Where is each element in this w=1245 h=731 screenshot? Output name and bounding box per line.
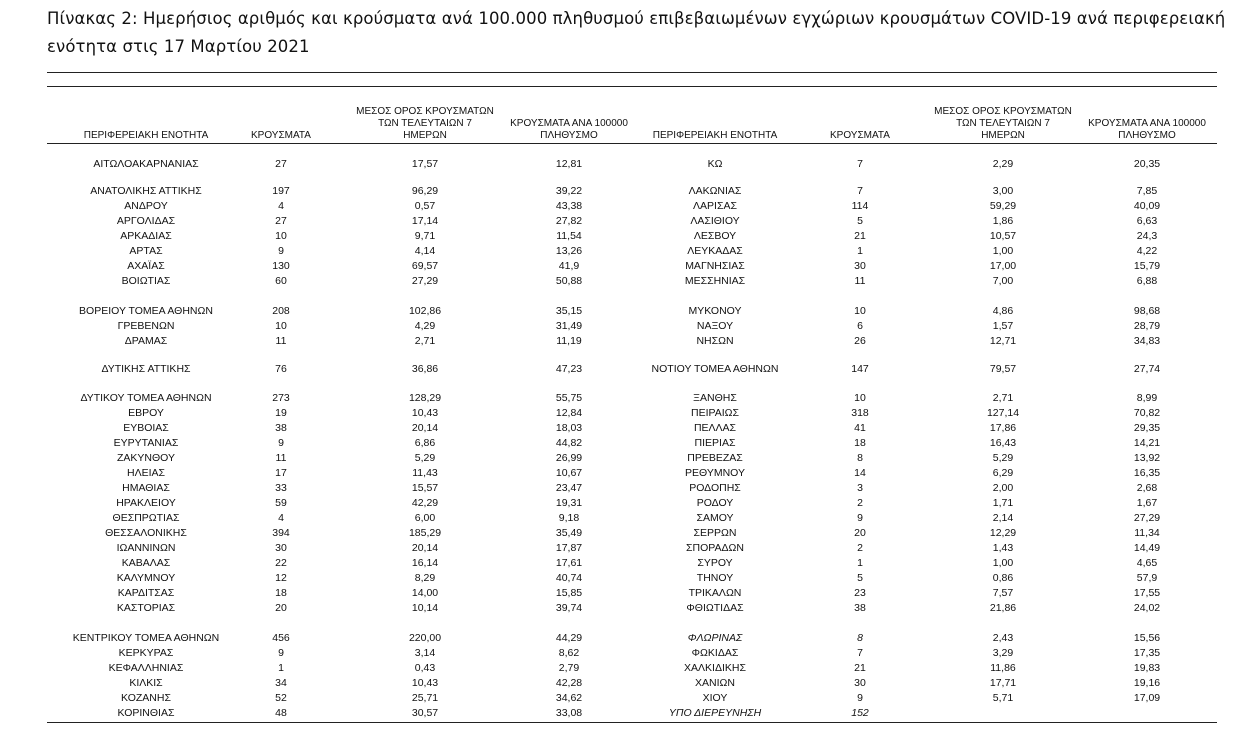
cell-left-cases: 4 xyxy=(278,200,284,212)
cell-right-avg7: 2,14 xyxy=(992,512,1014,524)
cell-right-avg7: 2,43 xyxy=(992,632,1014,644)
cell-left-per100k: 17,61 xyxy=(555,557,583,569)
header-line: ΤΩΝ ΤΕΛΕΥΤΑΙΩΝ 7 xyxy=(378,118,472,129)
cell-left-avg7: 10,43 xyxy=(411,407,439,419)
cell-right-region: ΝΗΣΩΝ xyxy=(696,335,734,347)
cell-left-cases: 76 xyxy=(275,363,287,375)
cell-right-avg7: 1,71 xyxy=(992,497,1014,509)
cell-right-region: ΠΕΛΛΑΣ xyxy=(693,422,737,434)
header-line: ΤΩΝ ΤΕΛΕΥΤΑΙΩΝ 7 xyxy=(956,118,1050,129)
cell-right-region: ΥΠΟ ΔΙΕΡΕΥΝΗΣΗ xyxy=(668,707,762,719)
header-line: ΠΕΡΙΦΕΡΕΙΑΚΗ ΕΝΟΤΗΤΑ xyxy=(83,130,209,141)
cell-left-per100k: 17,87 xyxy=(555,542,583,554)
cell-left-cases: 27 xyxy=(275,215,287,227)
cell-left-region: ΕΥΒΟΙΑΣ xyxy=(123,422,169,434)
cell-left-avg7: 4,29 xyxy=(414,320,436,332)
cell-right-per100k: 6,88 xyxy=(1136,275,1158,287)
cell-left-avg7: 0,43 xyxy=(414,662,436,674)
cell-right-region: ΣΕΡΡΩΝ xyxy=(693,527,737,539)
header-right-per100k xyxy=(1074,96,1220,142)
cell-right-avg7: 7,00 xyxy=(992,275,1014,287)
cell-left-avg7: 20,14 xyxy=(411,422,439,434)
header-left-avg7 xyxy=(352,96,498,142)
cell-left-cases: 52 xyxy=(275,692,287,704)
table-caption: Πίνακας 2: Ημερήσιος αριθμός και κρούσματα ανά 100.000 πληθυσμού επιβεβαιωμένων εγχώριων κρουσμάτων COVID-19 ανά περιφερειακή ενότητα στις 17 Μαρτίου 2021 xyxy=(47,9,1226,56)
cell-right-avg7: 17,71 xyxy=(989,677,1017,689)
cell-left-region: ΗΡΑΚΛΕΙΟΥ xyxy=(116,497,176,509)
header-line: ΜΕΣΟΣ ΟΡΟΣ ΚΡΟΥΣΜΑΤΩΝ xyxy=(356,106,494,117)
cell-left-per100k: 8,62 xyxy=(558,647,580,659)
cell-right-avg7: 1,43 xyxy=(992,542,1014,554)
cell-left-per100k: 55,75 xyxy=(555,392,583,404)
cell-right-avg7: 4,86 xyxy=(992,305,1014,317)
cell-left-avg7: 20,14 xyxy=(411,542,439,554)
cell-left-cases: 20 xyxy=(275,602,287,614)
cell-left-region: ΒΟΙΩΤΙΑΣ xyxy=(121,275,171,287)
header-top-rule xyxy=(47,86,1217,87)
cell-right-per100k: 7,85 xyxy=(1136,185,1158,197)
top-rule xyxy=(47,72,1217,73)
cell-right-cases: 5 xyxy=(857,572,863,584)
cell-right-avg7: 1,00 xyxy=(992,557,1014,569)
cell-left-region: ΔΥΤΙΚΗΣ ΑΤΤΙΚΗΣ xyxy=(101,363,191,375)
cell-right-avg7: 3,29 xyxy=(992,647,1014,659)
cell-left-per100k: 15,85 xyxy=(555,587,583,599)
cell-right-region: ΤΡΙΚΑΛΩΝ xyxy=(688,587,742,599)
cell-right-per100k: 15,56 xyxy=(1133,632,1161,644)
header-left-cases xyxy=(228,96,334,142)
cell-left-region: ΔΡΑΜΑΣ xyxy=(124,335,168,347)
cell-left-region: ΖΑΚΥΝΘΟΥ xyxy=(116,452,175,464)
cell-right-per100k: 13,92 xyxy=(1133,452,1161,464)
cell-left-per100k: 44,29 xyxy=(555,632,583,644)
cell-left-cases: 4 xyxy=(278,512,284,524)
cell-right-cases: 152 xyxy=(851,707,869,719)
cell-left-avg7: 96,29 xyxy=(411,185,439,197)
cell-right-cases: 147 xyxy=(851,363,869,375)
cell-right-avg7: 0,86 xyxy=(992,572,1014,584)
cell-left-per100k: 10,67 xyxy=(555,467,583,479)
cell-right-avg7: 21,86 xyxy=(989,602,1017,614)
cell-right-per100k: 4,65 xyxy=(1136,557,1158,569)
cell-right-per100k: 8,99 xyxy=(1136,392,1158,404)
cell-left-avg7: 11,43 xyxy=(412,467,438,479)
cell-right-cases: 38 xyxy=(854,602,866,614)
cell-left-avg7: 10,43 xyxy=(411,677,439,689)
cell-right-cases: 30 xyxy=(854,677,866,689)
cell-left-region: ΘΕΣΠΡΩΤΙΑΣ xyxy=(112,512,180,524)
cell-right-region: ΡΟΔΟΥ xyxy=(696,497,734,509)
cell-right-cases: 318 xyxy=(851,407,869,419)
cell-right-cases: 7 xyxy=(857,158,863,170)
cell-right-per100k: 6,63 xyxy=(1136,215,1158,227)
cell-right-per100k: 2,68 xyxy=(1136,482,1158,494)
cell-right-cases: 23 xyxy=(854,587,866,599)
cell-right-cases: 114 xyxy=(851,200,869,212)
cell-right-cases: 14 xyxy=(854,467,866,479)
cell-right-avg7: 12,29 xyxy=(989,527,1017,539)
cell-left-region: ΗΜΑΘΙΑΣ xyxy=(122,482,170,494)
cell-right-region: ΜΕΣΣΗΝΙΑΣ xyxy=(684,275,746,287)
cell-left-cases: 10 xyxy=(275,230,287,242)
cell-left-avg7: 185,29 xyxy=(408,527,442,539)
cell-right-cases: 8 xyxy=(857,632,863,644)
cell-right-region: ΡΕΘΥΜΝΟΥ xyxy=(684,467,745,479)
cell-left-cases: 208 xyxy=(272,305,290,317)
cell-right-cases: 9 xyxy=(857,512,863,524)
cell-right-cases: 1 xyxy=(857,245,863,257)
cell-right-per100k: 34,83 xyxy=(1133,335,1161,347)
cell-left-avg7: 14,00 xyxy=(411,587,439,599)
cell-left-region: ΑΝΔΡΟΥ xyxy=(124,200,168,212)
cell-right-region: ΧΑΝΙΩΝ xyxy=(695,677,735,689)
cell-left-region: ΗΛΕΙΑΣ xyxy=(126,467,165,479)
cell-right-region: ΡΟΔΟΠΗΣ xyxy=(689,482,741,494)
cell-left-per100k: 26,99 xyxy=(555,452,583,464)
cell-right-cases: 10 xyxy=(854,392,866,404)
cell-left-per100k: 13,26 xyxy=(555,245,583,257)
cell-left-cases: 59 xyxy=(275,497,287,509)
cell-left-region: ΓΡΕΒΕΝΩΝ xyxy=(117,320,175,332)
cell-left-cases: 30 xyxy=(275,542,287,554)
cell-right-cases: 9 xyxy=(857,692,863,704)
cell-right-per100k: 15,79 xyxy=(1133,260,1161,272)
cell-left-region: ΚΕΦΑΛΛΗΝΙΑΣ xyxy=(108,662,184,674)
cell-left-region: ΕΥΡΥΤΑΝΙΑΣ xyxy=(113,437,179,449)
cell-left-per100k: 12,84 xyxy=(555,407,583,419)
cell-left-cases: 9 xyxy=(278,647,284,659)
cell-right-per100k: 20,35 xyxy=(1133,158,1161,170)
cell-right-cases: 11 xyxy=(854,275,866,287)
cell-left-region: ΑΡΚΑΔΙΑΣ xyxy=(120,230,172,242)
cell-right-cases: 20 xyxy=(854,527,866,539)
cell-left-per100k: 34,62 xyxy=(555,692,583,704)
cell-right-avg7: 127,14 xyxy=(986,407,1020,419)
cell-right-cases: 26 xyxy=(854,335,866,347)
cell-right-avg7: 6,29 xyxy=(992,467,1014,479)
cell-right-region: ΝΑΞΟΥ xyxy=(696,320,734,332)
cell-right-per100k: 14,21 xyxy=(1133,437,1161,449)
cell-left-avg7: 69,57 xyxy=(411,260,439,272)
cell-right-per100k: 1,67 xyxy=(1136,497,1158,509)
cell-left-region: ΚΟΡΙΝΘΙΑΣ xyxy=(117,707,175,719)
cell-right-per100k: 70,82 xyxy=(1133,407,1161,419)
cell-left-cases: 22 xyxy=(275,557,287,569)
header-line: ΚΡΟΥΣΜΑΤΑ xyxy=(830,130,890,141)
cell-right-avg7: 16,43 xyxy=(989,437,1017,449)
cell-right-avg7: 17,00 xyxy=(989,260,1017,272)
cell-right-region: ΞΑΝΘΗΣ xyxy=(693,392,737,404)
cell-left-per100k: 27,82 xyxy=(555,215,583,227)
cell-left-per100k: 43,38 xyxy=(555,200,583,212)
cell-left-avg7: 17,57 xyxy=(411,158,439,170)
cell-left-avg7: 4,14 xyxy=(414,245,436,257)
cell-left-cases: 19 xyxy=(275,407,287,419)
cell-right-cases: 7 xyxy=(857,647,863,659)
cell-left-per100k: 11,19 xyxy=(556,335,582,347)
cell-right-region: ΠΙΕΡΙΑΣ xyxy=(694,437,736,449)
cell-left-cases: 9 xyxy=(278,437,284,449)
header-line: ΜΕΣΟΣ ΟΡΟΣ ΚΡΟΥΣΜΑΤΩΝ xyxy=(934,106,1072,117)
cell-left-cases: 130 xyxy=(272,260,290,272)
cell-right-per100k: 19,16 xyxy=(1133,677,1161,689)
cell-right-per100k: 24,02 xyxy=(1133,602,1161,614)
header-line: ΚΡΟΥΣΜΑΤΑ ΑΝΑ 100000 xyxy=(1088,118,1206,129)
cell-left-avg7: 6,00 xyxy=(414,512,436,524)
cell-left-avg7: 42,29 xyxy=(411,497,439,509)
cell-right-per100k: 98,68 xyxy=(1133,305,1161,317)
header-line: ΠΕΡΙΦΕΡΕΙΑΚΗ ΕΝΟΤΗΤΑ xyxy=(652,130,778,141)
header-right-cases xyxy=(804,96,916,142)
cell-right-avg7: 5,29 xyxy=(992,452,1014,464)
cell-left-cases: 456 xyxy=(272,632,290,644)
cell-right-region: ΝΟΤΙΟΥ ΤΟΜΕΑ ΑΘΗΝΩΝ xyxy=(651,363,779,375)
cell-right-cases: 10 xyxy=(854,305,866,317)
header-left-region xyxy=(57,96,235,142)
cell-right-avg7: 17,86 xyxy=(989,422,1017,434)
cell-right-per100k: 24,3 xyxy=(1136,230,1158,242)
cell-left-region: ΚΕΝΤΡΙΚΟΥ ΤΟΜΕΑ ΑΘΗΝΩΝ xyxy=(72,632,220,644)
cell-left-region: ΚΑΛΥΜΝΟΥ xyxy=(116,572,176,584)
cell-left-cases: 1 xyxy=(278,662,284,674)
cell-right-region: ΧΑΛΚΙΔΙΚΗΣ xyxy=(684,662,746,674)
cell-left-region: ΚΟΖΑΝΗΣ xyxy=(121,692,171,704)
cell-right-cases: 1 xyxy=(857,557,863,569)
cell-right-per100k: 29,35 xyxy=(1133,422,1161,434)
cell-right-avg7: 11,86 xyxy=(990,662,1016,674)
cell-right-region: ΛΑΣΙΘΙΟΥ xyxy=(690,215,740,227)
cell-left-per100k: 47,23 xyxy=(555,363,583,375)
cell-right-avg7: 2,29 xyxy=(992,158,1014,170)
cell-right-cases: 41 xyxy=(854,422,866,434)
bottom-rule xyxy=(47,722,1217,723)
header-right-region xyxy=(642,96,788,142)
cell-left-region: ΘΕΣΣΑΛΟΝΙΚΗΣ xyxy=(105,527,187,539)
cell-left-region: ΑΡΓΟΛΙΔΑΣ xyxy=(116,215,176,227)
cell-left-avg7: 25,71 xyxy=(411,692,439,704)
cell-right-avg7: 3,00 xyxy=(992,185,1014,197)
cell-right-cases: 21 xyxy=(854,662,866,674)
cell-left-avg7: 36,86 xyxy=(411,363,439,375)
cell-right-region: ΜΑΓΝΗΣΙΑΣ xyxy=(685,260,745,272)
header-line: ΚΡΟΥΣΜΑΤΑ xyxy=(251,130,311,141)
cell-right-avg7: 79,57 xyxy=(989,363,1017,375)
cell-left-cases: 11 xyxy=(275,335,287,347)
cell-left-avg7: 9,71 xyxy=(414,230,436,242)
cell-left-avg7: 17,14 xyxy=(411,215,439,227)
cell-left-avg7: 10,14 xyxy=(411,602,439,614)
header-left-per100k xyxy=(496,96,642,142)
cell-left-region: ΚΙΛΚΙΣ xyxy=(129,677,163,689)
cell-left-per100k: 39,74 xyxy=(555,602,583,614)
cell-left-cases: 38 xyxy=(275,422,287,434)
cell-left-per100k: 41,9 xyxy=(558,260,580,272)
cell-right-avg7: 12,71 xyxy=(989,335,1017,347)
cell-right-cases: 2 xyxy=(857,497,863,509)
cell-right-per100k: 11,34 xyxy=(1134,527,1160,539)
cell-left-per100k: 11,54 xyxy=(556,230,582,242)
cell-left-per100k: 12,81 xyxy=(555,158,583,170)
cell-left-per100k: 19,31 xyxy=(555,497,583,509)
cell-left-per100k: 40,74 xyxy=(555,572,583,584)
cell-left-cases: 60 xyxy=(275,275,287,287)
cell-left-per100k: 39,22 xyxy=(555,185,583,197)
cell-left-per100k: 35,15 xyxy=(555,305,583,317)
cell-right-region: ΛΕΥΚΑΔΑΣ xyxy=(687,245,743,257)
cell-left-cases: 48 xyxy=(275,707,287,719)
cell-right-region: ΠΕΙΡΑΙΩΣ xyxy=(691,407,739,419)
cell-left-per100k: 18,03 xyxy=(555,422,583,434)
cell-right-region: ΜΥΚΟΝΟΥ xyxy=(688,305,742,317)
cell-left-per100k: 31,49 xyxy=(555,320,583,332)
cell-right-per100k: 40,09 xyxy=(1133,200,1161,212)
cell-right-region: ΚΩ xyxy=(707,158,723,170)
cell-left-region: ΑΝΑΤΟΛΙΚΗΣ ΑΤΤΙΚΗΣ xyxy=(90,185,202,197)
cell-right-per100k: 28,79 xyxy=(1133,320,1161,332)
cell-left-region: ΚΑΣΤΟΡΙΑΣ xyxy=(116,602,176,614)
cell-right-per100k: 17,09 xyxy=(1133,692,1161,704)
cell-right-avg7: 7,57 xyxy=(992,587,1014,599)
cell-left-avg7: 128,29 xyxy=(408,392,442,404)
header-line: ΠΛΗΘΥΣΜΟ xyxy=(540,130,598,141)
cell-left-region: ΚΑΡΔΙΤΣΑΣ xyxy=(117,587,175,599)
cell-left-avg7: 3,14 xyxy=(414,647,436,659)
cell-right-region: ΣΑΜΟΥ xyxy=(696,512,734,524)
cell-right-region: ΛΕΣΒΟΥ xyxy=(693,230,737,242)
cell-left-region: ΕΒΡΟΥ xyxy=(128,407,164,419)
cell-left-cases: 197 xyxy=(272,185,290,197)
cell-left-avg7: 220,00 xyxy=(408,632,442,644)
cell-left-avg7: 102,86 xyxy=(408,305,442,317)
cell-left-cases: 17 xyxy=(275,467,287,479)
cell-left-avg7: 2,71 xyxy=(414,335,436,347)
cell-left-cases: 33 xyxy=(275,482,287,494)
cell-right-avg7: 1,00 xyxy=(992,245,1014,257)
cell-right-cases: 6 xyxy=(857,320,863,332)
cell-left-region: ΔΥΤΙΚΟΥ ΤΟΜΕΑ ΑΘΗΝΩΝ xyxy=(80,392,212,404)
cell-left-avg7: 0,57 xyxy=(414,200,436,212)
cell-right-per100k: 17,35 xyxy=(1133,647,1161,659)
cell-right-cases: 30 xyxy=(854,260,866,272)
cell-left-avg7: 15,57 xyxy=(411,482,439,494)
cell-left-avg7: 8,29 xyxy=(414,572,436,584)
header-right-avg7 xyxy=(930,96,1076,142)
cell-left-region: ΑΡΤΑΣ xyxy=(129,245,163,257)
cell-right-region: ΛΑΡΙΣΑΣ xyxy=(693,200,737,212)
cell-right-cases: 2 xyxy=(857,542,863,554)
cell-right-region: ΣΥΡΟΥ xyxy=(697,557,733,569)
cell-right-avg7: 5,71 xyxy=(992,692,1014,704)
cell-right-avg7: 10,57 xyxy=(989,230,1017,242)
cell-right-region: ΦΘΙΩΤΙΔΑΣ xyxy=(686,602,744,614)
cell-left-cases: 10 xyxy=(275,320,287,332)
cell-left-avg7: 16,14 xyxy=(411,557,439,569)
cell-right-per100k: 4,22 xyxy=(1136,245,1158,257)
header-line: ΗΜΕΡΩΝ xyxy=(981,130,1025,141)
cell-left-cases: 11 xyxy=(275,452,287,464)
cell-left-cases: 27 xyxy=(275,158,287,170)
cell-left-per100k: 50,88 xyxy=(555,275,583,287)
cell-right-region: ΣΠΟΡΑΔΩΝ xyxy=(686,542,744,554)
cell-right-avg7: 1,86 xyxy=(992,215,1014,227)
cell-left-region: ΑΧΑΪΑΣ xyxy=(127,260,165,272)
cell-right-per100k: 27,74 xyxy=(1133,363,1161,375)
cell-right-per100k: 27,29 xyxy=(1133,512,1161,524)
cell-right-region: ΤΗΝΟΥ xyxy=(696,572,734,584)
cell-left-per100k: 35,49 xyxy=(555,527,583,539)
cell-right-per100k: 14,49 xyxy=(1133,542,1161,554)
cell-right-per100k: 19,83 xyxy=(1133,662,1161,674)
header-line: ΠΛΗΘΥΣΜΟ xyxy=(1118,130,1176,141)
cell-right-per100k: 17,55 xyxy=(1133,587,1161,599)
cell-right-per100k: 57,9 xyxy=(1136,572,1158,584)
cell-left-per100k: 9,18 xyxy=(558,512,580,524)
cell-left-cases: 12 xyxy=(275,572,287,584)
cell-right-per100k: 16,35 xyxy=(1133,467,1161,479)
cell-left-avg7: 27,29 xyxy=(411,275,439,287)
cell-left-region: ΚΑΒΑΛΑΣ xyxy=(121,557,171,569)
cell-left-per100k: 44,82 xyxy=(555,437,583,449)
cell-right-region: ΦΛΩΡΙΝΑΣ xyxy=(687,632,743,644)
cell-left-cases: 394 xyxy=(272,527,290,539)
cell-left-region: ΚΕΡΚΥΡΑΣ xyxy=(118,647,174,659)
cell-right-region: ΦΩΚΙΔΑΣ xyxy=(691,647,739,659)
cell-left-cases: 9 xyxy=(278,245,284,257)
cell-right-avg7: 2,71 xyxy=(992,392,1014,404)
cell-left-per100k: 42,28 xyxy=(555,677,583,689)
cell-right-cases: 5 xyxy=(857,215,863,227)
cell-left-cases: 34 xyxy=(275,677,287,689)
cell-right-avg7: 1,57 xyxy=(992,320,1014,332)
cell-right-region: ΧΙΟΥ xyxy=(702,692,728,704)
cell-right-cases: 3 xyxy=(857,482,863,494)
cell-right-cases: 7 xyxy=(857,185,863,197)
header-line: ΗΜΕΡΩΝ xyxy=(403,130,447,141)
cell-left-per100k: 2,79 xyxy=(558,662,580,674)
cell-left-cases: 18 xyxy=(275,587,287,599)
cell-left-cases: 273 xyxy=(272,392,290,404)
cell-left-per100k: 23,47 xyxy=(555,482,583,494)
cell-right-avg7: 2,00 xyxy=(992,482,1014,494)
cell-left-region: ΙΩΑΝΝΙΝΩΝ xyxy=(116,542,176,554)
cell-left-avg7: 6,86 xyxy=(414,437,436,449)
cell-right-cases: 18 xyxy=(854,437,866,449)
cell-right-cases: 21 xyxy=(854,230,866,242)
cell-left-avg7: 30,57 xyxy=(411,707,439,719)
header-bottom-rule xyxy=(47,143,1217,144)
cell-left-region: ΒΟΡΕΙΟΥ ΤΟΜΕΑ ΑΘΗΝΩΝ xyxy=(79,305,213,317)
cell-right-region: ΠΡΕΒΕΖΑΣ xyxy=(687,452,743,464)
cell-left-avg7: 5,29 xyxy=(414,452,436,464)
cell-right-cases: 8 xyxy=(857,452,863,464)
cell-right-avg7: 59,29 xyxy=(989,200,1017,212)
header-line: ΚΡΟΥΣΜΑΤΑ ΑΝΑ 100000 xyxy=(510,118,628,129)
cell-right-region: ΛΑΚΩΝΙΑΣ xyxy=(688,185,742,197)
cell-left-region: ΑΙΤΩΛΟΑΚΑΡΝΑΝΙΑΣ xyxy=(93,158,199,170)
cell-left-per100k: 33,08 xyxy=(555,707,583,719)
